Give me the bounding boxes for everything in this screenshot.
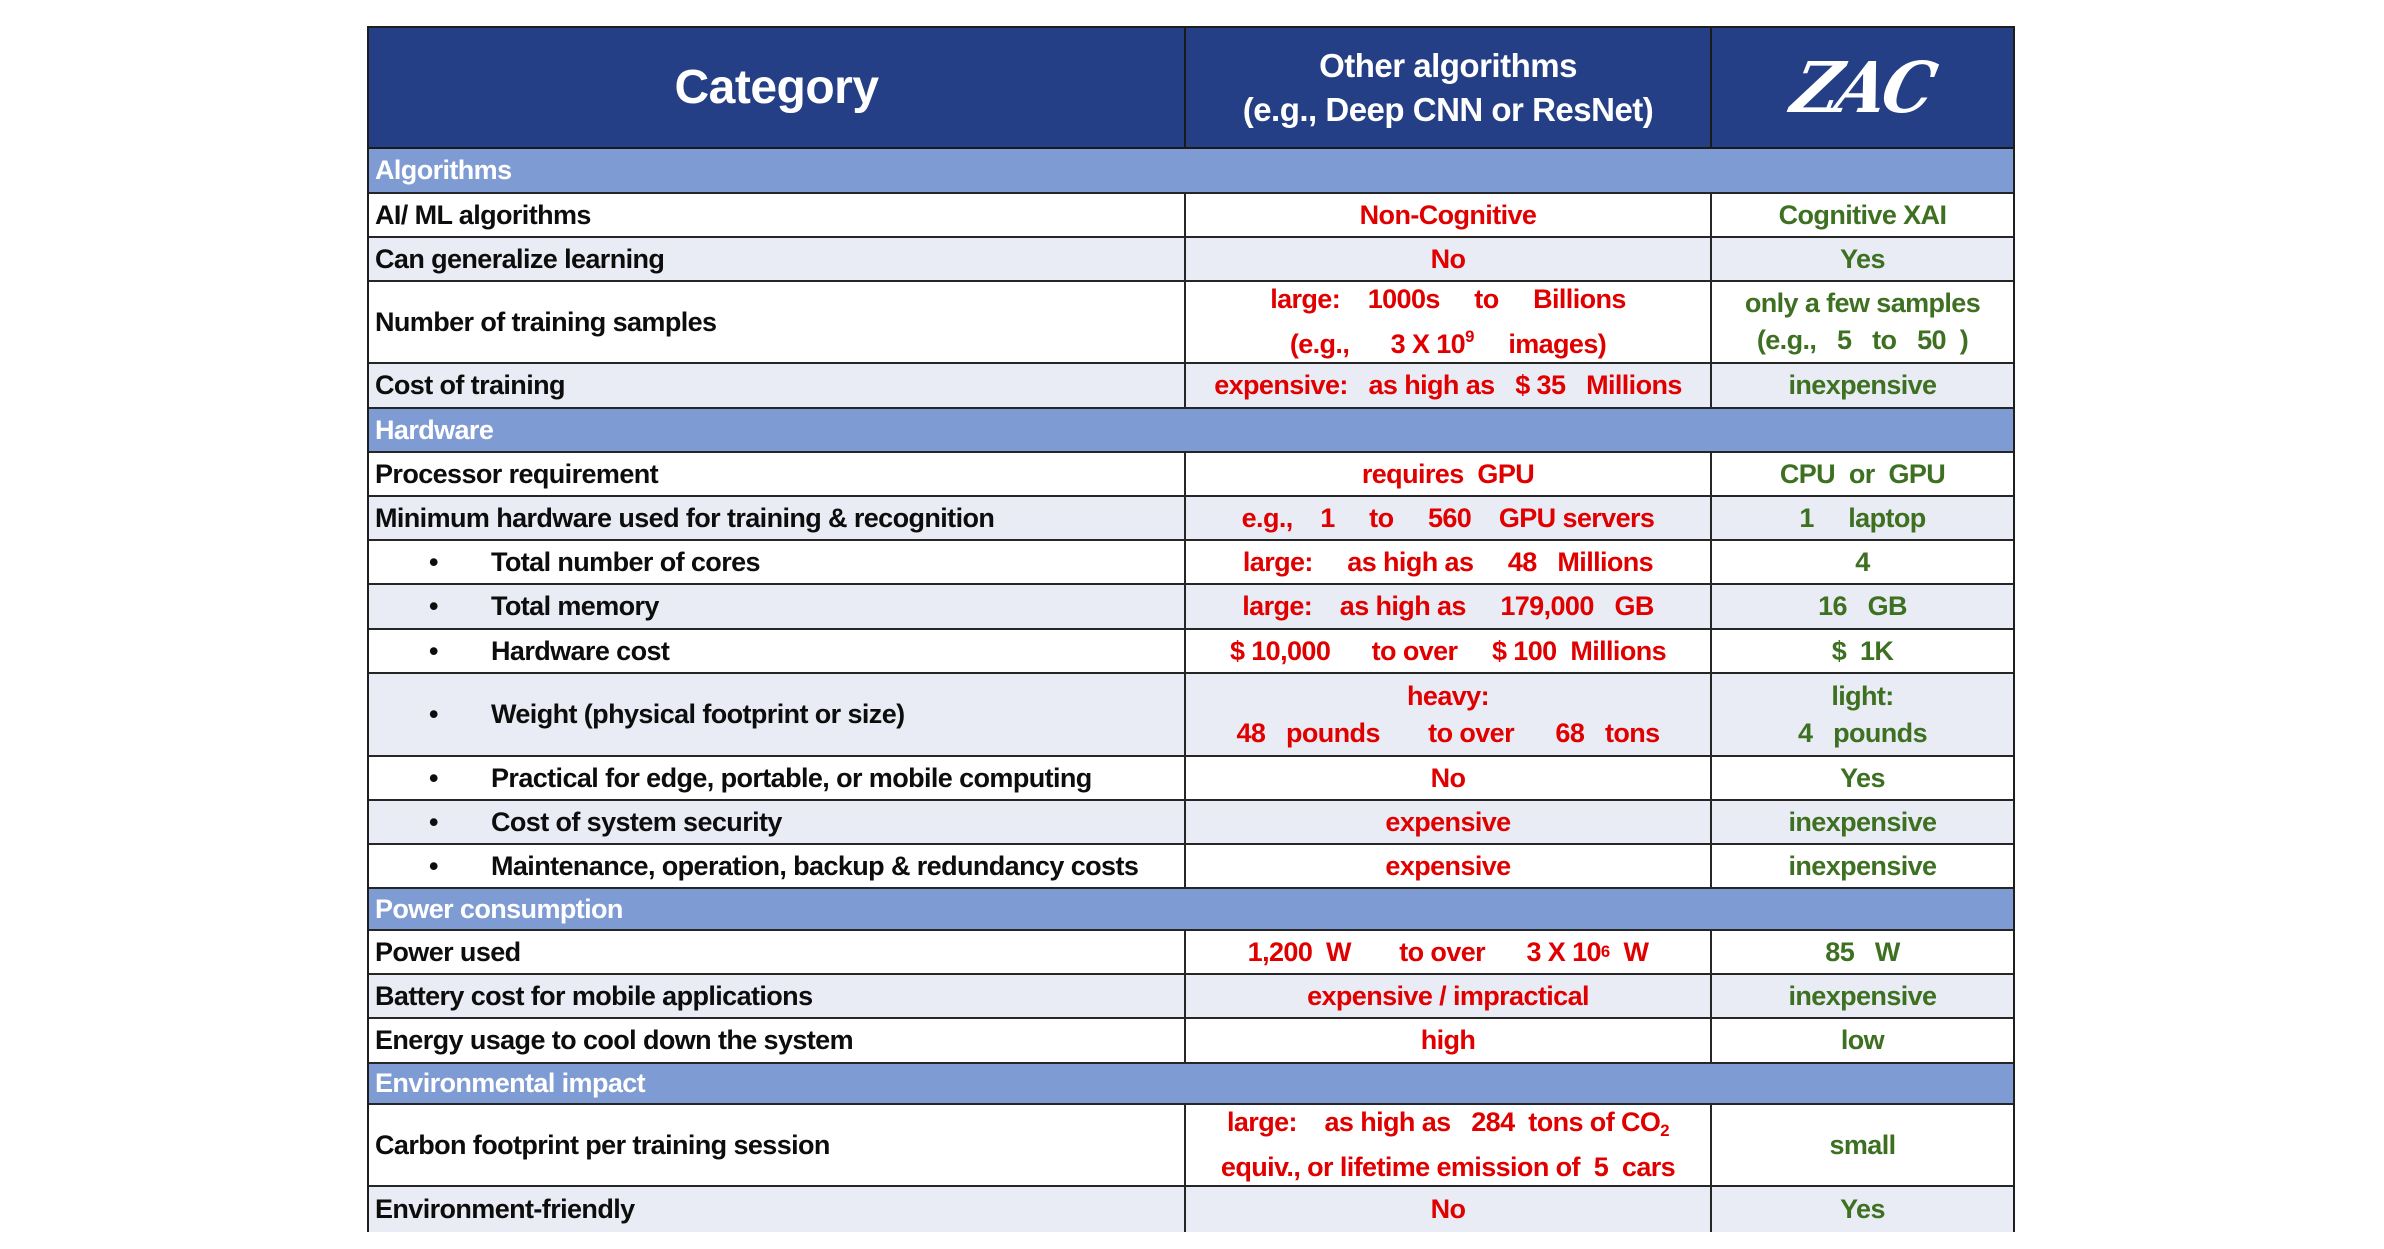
- row-label: Number of training samples: [369, 282, 1186, 362]
- row-label: • Maintenance, operation, backup & redundancy costs: [369, 845, 1186, 887]
- zac-value-line2: (e.g., 5 to 50 ): [1756, 325, 1969, 355]
- row-label: Carbon footprint per training session: [369, 1105, 1186, 1185]
- table-row: [369, 931, 2013, 975]
- row-label: Can generalize learning: [369, 238, 1186, 280]
- table-row: [369, 975, 2013, 1019]
- row-label: Processor requirement: [369, 453, 1186, 495]
- zac-value: 85 W: [1825, 936, 1900, 967]
- comparison-table: [367, 26, 2015, 1232]
- bullet-icon: •: [429, 546, 438, 577]
- other-value-line2: (e.g., 3 X $10^9$ images): [1289, 327, 1607, 359]
- row-label: • Practical for edge, portable, or mobile computing: [369, 757, 1186, 799]
- other-value: large: as high as 48 Millions: [1186, 541, 1712, 583]
- zac-value: small: [1829, 1129, 1896, 1160]
- bullet-icon: •: [429, 806, 438, 837]
- row-label: Environment-friendly: [369, 1187, 1186, 1232]
- table-row: [369, 497, 2013, 541]
- header-other-line1: Other algorithms: [1319, 46, 1577, 84]
- table-row: [369, 282, 2013, 364]
- zac-value: Yes: [1840, 1194, 1885, 1224]
- section-title: Power consumption: [375, 893, 623, 924]
- other-value: expensive / impractical: [1186, 975, 1712, 1017]
- header-other-line2: (e.g., Deep CNN or ResNet): [1242, 90, 1654, 128]
- zac-value: CPU or GPU: [1779, 458, 1946, 489]
- bullet-icon: •: [429, 591, 438, 621]
- table-row: [369, 585, 2013, 630]
- other-value: expensive: as high as $ 35 Millions: [1186, 364, 1712, 407]
- row-label: Cost of training: [369, 364, 1186, 407]
- table-row: [369, 194, 2013, 238]
- row-label: AI/ ML algorithms: [369, 194, 1186, 236]
- other-value: Non-Cognitive: [1186, 194, 1712, 236]
- bullet-icon: •: [429, 635, 438, 666]
- row-label: • Hardware cost: [369, 630, 1186, 672]
- table-row: [369, 801, 2013, 845]
- zac-value-line1: light:: [1831, 680, 1894, 711]
- zac-value: inexpensive: [1788, 806, 1937, 837]
- other-value: No: [1186, 757, 1712, 799]
- zac-value: 16 GB: [1818, 591, 1907, 621]
- other-value: e.g., 1 to 560 GPU servers: [1186, 497, 1712, 539]
- section-band-power: [369, 889, 2013, 931]
- other-value: No: [1186, 1187, 1712, 1232]
- other-value: expensive: [1186, 801, 1712, 843]
- header-zac: [1712, 28, 2013, 147]
- table-row: [369, 541, 2013, 585]
- zac-value: $ 1K: [1831, 635, 1894, 666]
- table-row: [369, 1019, 2013, 1064]
- other-value: No: [1186, 238, 1712, 280]
- section-band-hardware: [369, 409, 2013, 453]
- other-value: $ 10,000 to over $ 100 Millions: [1186, 630, 1712, 672]
- row-label: Minimum hardware used for training & recognition: [369, 497, 1186, 539]
- other-value-line1: heavy:: [1407, 680, 1489, 711]
- zac-value: Yes: [1840, 762, 1885, 793]
- zac-value: inexpensive: [1788, 370, 1937, 400]
- table-row: [369, 757, 2013, 801]
- section-title: Hardware: [375, 414, 494, 445]
- section-band-environmental: [369, 1064, 2013, 1105]
- zac-value: Cognitive XAI: [1778, 199, 1947, 230]
- zac-value: Yes: [1840, 243, 1885, 274]
- table-header-row: [369, 28, 2013, 149]
- section-title: Algorithms: [375, 155, 512, 185]
- zac-value: [1712, 674, 2013, 755]
- other-value-line1: large: 1000s to Billions: [1270, 284, 1626, 314]
- other-value-line1: large: as high as 284 tons of $CO_2$: [1226, 1107, 1670, 1140]
- other-value-line2: equiv., or lifetime emission of 5 cars: [1220, 1152, 1676, 1182]
- table-row: [369, 1187, 2013, 1232]
- zac-value: low: [1840, 1025, 1885, 1055]
- header-other-algorithms: [1186, 28, 1712, 147]
- bullet-icon: •: [429, 762, 438, 793]
- row-label: • Total memory: [369, 585, 1186, 628]
- other-value: 1,200 W to over 3 X 10 6 W: [1186, 931, 1712, 973]
- other-value: [1186, 1105, 1712, 1185]
- row-label: Battery cost for mobile applications: [369, 975, 1186, 1017]
- zac-value: inexpensive: [1788, 980, 1937, 1011]
- table-row: [369, 453, 2013, 497]
- other-value: requires GPU: [1186, 453, 1712, 495]
- section-title: Environmental impact: [375, 1068, 646, 1098]
- table-row: [369, 364, 2013, 409]
- section-band-algorithms: [369, 149, 2013, 194]
- row-label: Energy usage to cool down the system: [369, 1019, 1186, 1062]
- zac-value-line2: 4 pounds: [1797, 717, 1927, 748]
- row-label: • Weight (physical footprint or size): [369, 674, 1186, 755]
- other-value: [1186, 282, 1712, 362]
- bullet-icon: •: [429, 699, 438, 729]
- zac-logo: ZAC: [1785, 46, 1940, 129]
- row-label: • Total number of cores: [369, 541, 1186, 583]
- zac-value: [1712, 282, 2013, 362]
- other-value: expensive: [1186, 845, 1712, 887]
- table-row: [369, 1105, 2013, 1187]
- table-row: [369, 630, 2013, 674]
- row-label: • Cost of system security: [369, 801, 1186, 843]
- row-label: Power used: [369, 931, 1186, 973]
- table-row: [369, 674, 2013, 757]
- other-value-line2: 48 pounds to over 68 tons: [1236, 717, 1660, 748]
- header-category: Category: [369, 28, 1186, 147]
- table-row: [369, 845, 2013, 889]
- table-row: [369, 238, 2013, 282]
- zac-value-line1: only a few samples: [1744, 288, 1981, 318]
- zac-value: 4: [1855, 546, 1870, 577]
- other-value: large: as high as 179,000 GB: [1186, 585, 1712, 628]
- bullet-icon: •: [429, 850, 438, 881]
- other-value: high: [1186, 1019, 1712, 1062]
- zac-value: 1 laptop: [1799, 502, 1926, 533]
- zac-value: inexpensive: [1788, 850, 1937, 881]
- other-value: [1186, 674, 1712, 755]
